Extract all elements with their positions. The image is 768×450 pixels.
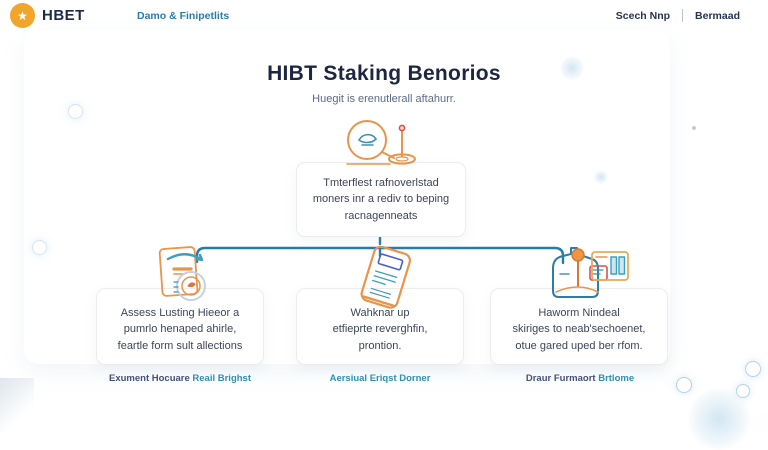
nav-link-secondary[interactable]: Scech Nnp [615,9,671,22]
decor-ring [32,240,47,255]
report-pin-icon [540,240,632,302]
flow-box-root [296,162,466,237]
nav-divider [682,9,683,22]
nav-link-tertiary[interactable]: Bermaad [695,9,740,22]
caption-left-accent: Reail Brighst [192,373,252,384]
nav-right [616,9,740,22]
magnifier-stand-icon [338,118,430,168]
crown-icon: ★ [17,8,28,23]
caption-middle-link[interactable] [270,373,490,384]
badge-document-icon [150,242,242,304]
flow-box-root-text: Tmterflest rafnoverlstad moners inr a rediv to beping racnagenneats [312,176,450,222]
decor-dot [692,126,696,130]
page-subtitle: Huegit is erenutlerall aftahurr. [312,93,456,105]
brand-name[interactable]: HBET [42,7,85,24]
decor-blob [594,170,608,184]
nav-link-primary[interactable]: Damo & Finipetlits [137,10,230,22]
caption-middle-accent: Aersiual Eriqst Dorner [329,373,431,384]
caption-left-text: Exument Hocuare [108,373,190,384]
caption-left-link[interactable] [70,373,290,384]
flow-box-middle-text: Wahknar up etfieprte reverghfin, prontion. [332,306,428,352]
decor-ring [68,104,83,119]
page-title: HIBT Staking Benorios [267,62,501,85]
caption-right-accent: Brtlome [598,373,635,384]
caption-right-link[interactable] [470,373,690,384]
caption-right-text: Draur Furmaort [525,373,596,384]
flow-box-left-text: Assess Lusting Hieeor a pumrlo henaped ahirle, feartle form sult allections [117,306,243,352]
decor-blob [688,388,750,450]
corner-shade [0,378,34,432]
brand-logo[interactable] [10,3,35,28]
header [0,0,768,30]
flow-box-right-text: Haworm Nindeal skiriges to neab'sechoenet, otue gared uped ber rfom. [512,306,646,352]
decor-ring [745,361,761,377]
phone-icon [345,246,427,310]
